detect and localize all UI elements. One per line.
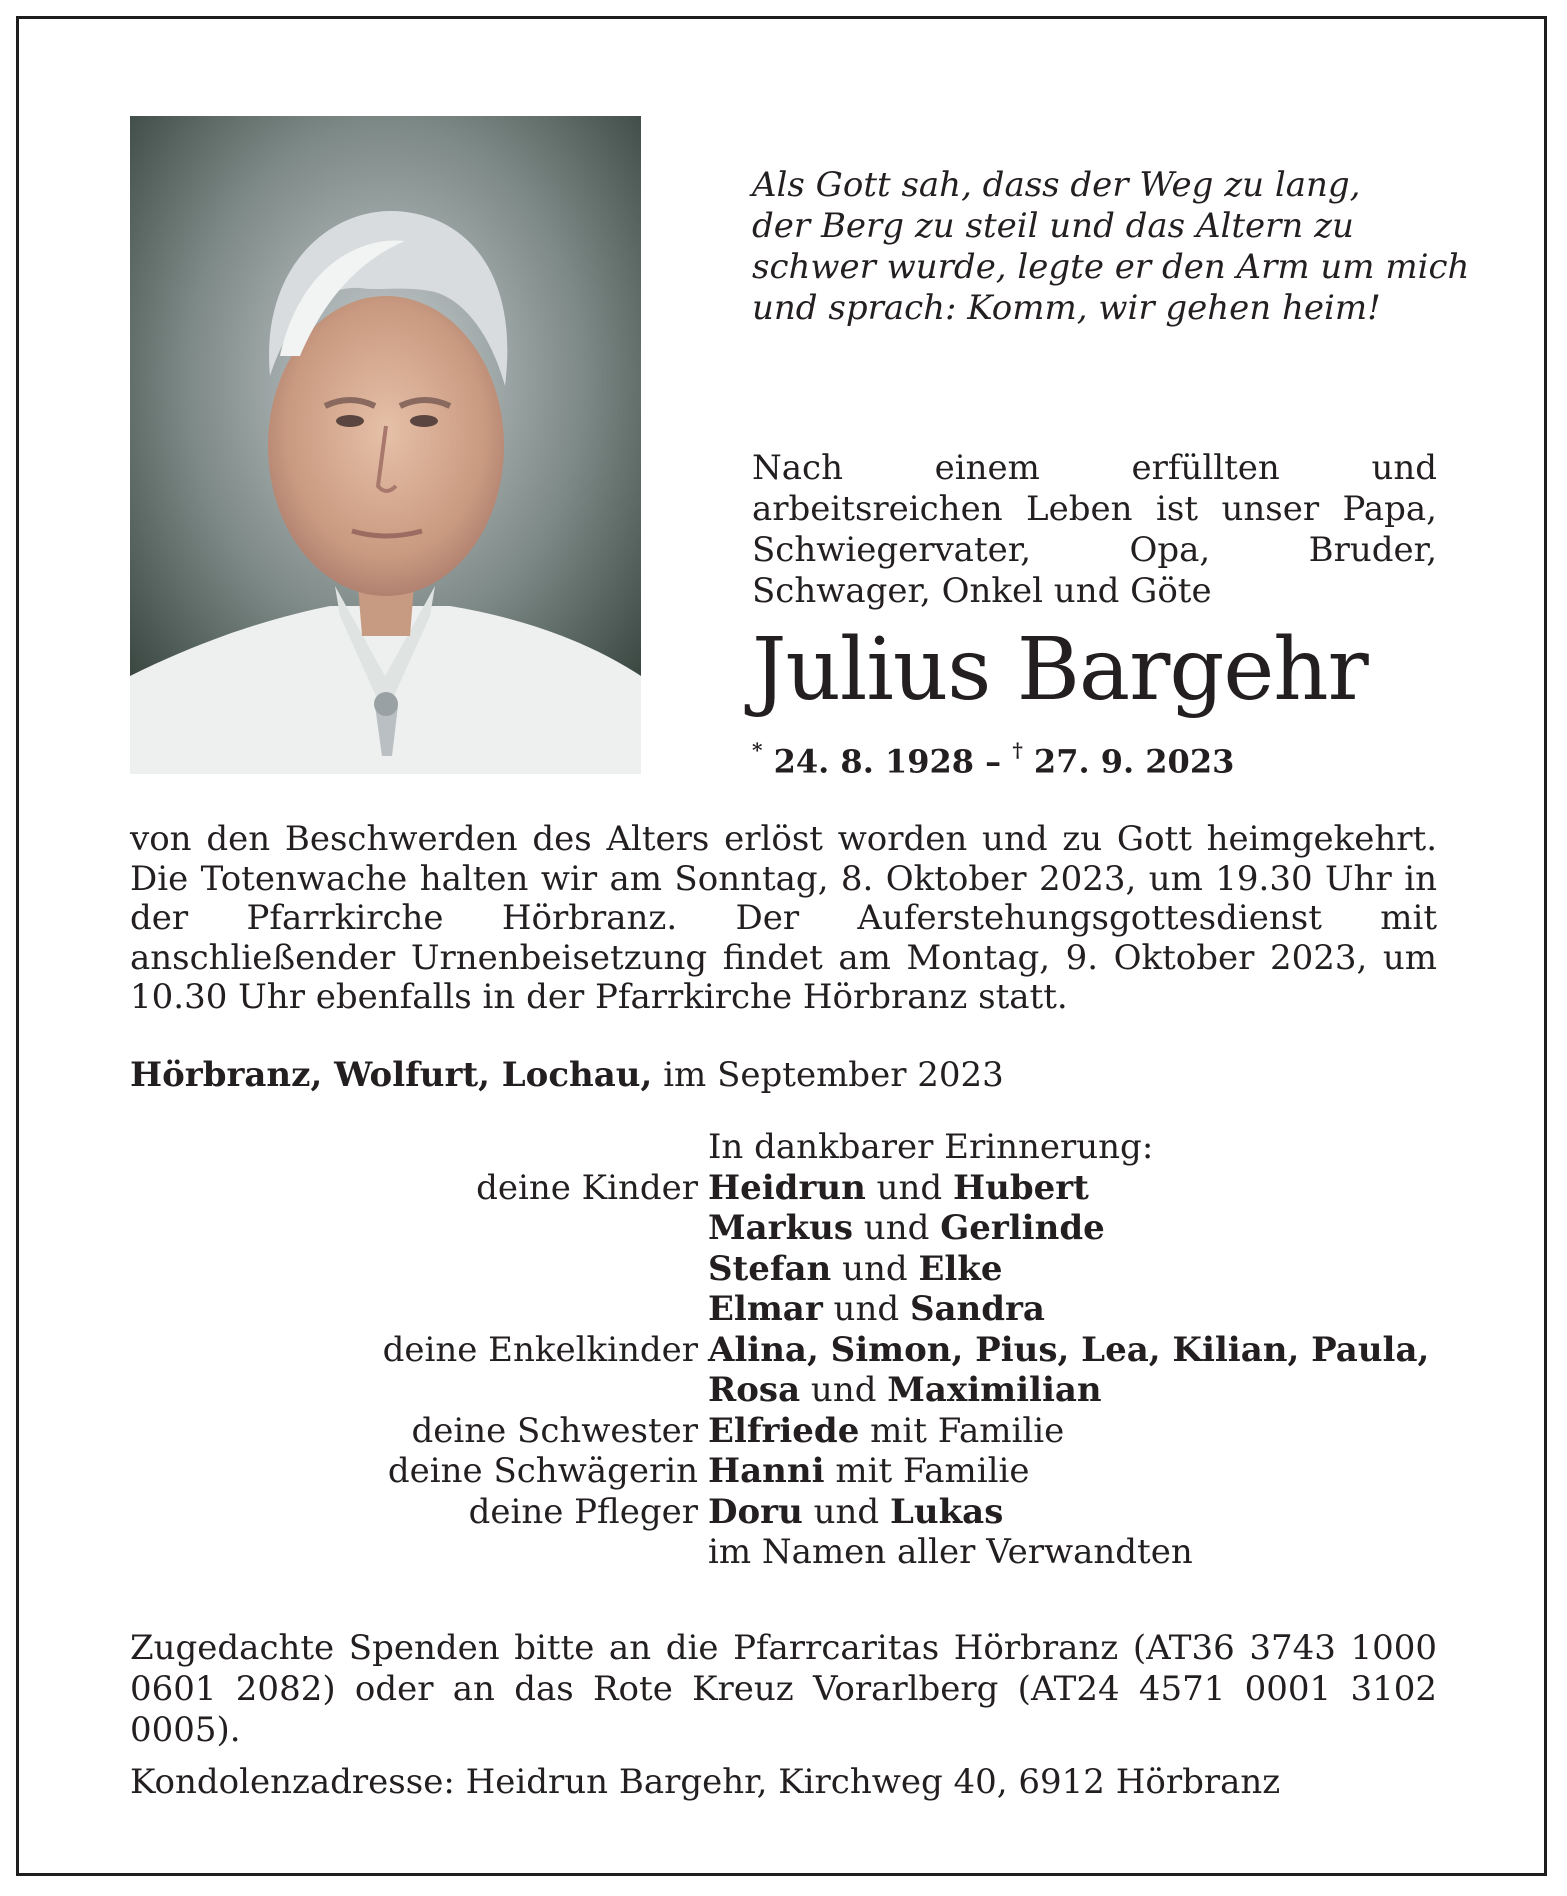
family-relation: deine Pfleger <box>468 1491 698 1532</box>
death-symbol: † <box>1012 738 1023 762</box>
family-row <box>130 1492 1440 1533</box>
family-connector: und <box>822 1289 910 1329</box>
family-connector: mit Familie <box>824 1451 1030 1491</box>
family-member-name: Sandra <box>909 1289 1045 1329</box>
family-heading-row <box>130 1127 1440 1168</box>
family-relation <box>130 1289 708 1330</box>
family-row <box>130 1411 1440 1452</box>
quote-line: der Berg zu steil und das Altern zu <box>752 206 1354 246</box>
family-member-name: Markus <box>708 1208 853 1248</box>
family-member-name: Lukas <box>889 1491 1004 1532</box>
birth-symbol: * <box>752 738 763 762</box>
donations-text: Zugedachte Spenden bitte an die Pfarrcaritas Hörbranz (AT36 3743 1000 0601 2082) oder an das Rote Kreuz Vorarlberg (AT24 4571 0001 3102 0005). <box>130 1628 1437 1750</box>
family-member-name: Elke <box>918 1248 1003 1289</box>
family-member-name: Hubert <box>953 1167 1089 1208</box>
family-relation <box>130 1249 708 1290</box>
family-member-name: Maximilian <box>887 1370 1102 1410</box>
family-member-name: Alina, Simon, Pius, Lea, Kilian, Paula, <box>708 1329 1430 1370</box>
family-names <box>708 1370 1440 1411</box>
family-names <box>708 1451 1440 1492</box>
family-relation: deine Enkelkinder <box>382 1329 698 1370</box>
family-member-name: Hanni <box>708 1451 825 1491</box>
family-names <box>708 1532 1440 1573</box>
family-row <box>130 1532 1440 1573</box>
family-row <box>130 1289 1440 1330</box>
month-year: im September 2023 <box>663 1055 1004 1095</box>
family-relation <box>130 1208 708 1249</box>
portrait-photo <box>130 116 641 774</box>
family-names <box>708 1168 1440 1209</box>
family-connector: mit Familie <box>859 1410 1065 1451</box>
family-member-name: Gerlinde <box>940 1208 1105 1248</box>
family-member-name: Stefan <box>708 1248 832 1289</box>
family-names <box>708 1330 1440 1371</box>
portrait-illustration <box>130 116 641 774</box>
announcement-body: von den Beschwerden des Alters erlöst worden und zu Gott heimgekehrt. Die Totenwache halten wir am Sonntag, 8. Oktober 2023, um 19.30 Uhr in der Pfarrkirche Hörbranz. Der Auferstehungsgottesdienst mit anschließender Urnenbeisetzung findet am Montag, 9. Oktober 2023, um 10.30 Uhr ebenfalls in der Pfarrkirche Hörbranz statt. <box>130 819 1437 1017</box>
family-list <box>130 1127 1440 1573</box>
intro-text: Nach einem erfüllten und arbeitsreichen Leben ist unser Papa, Schwiegervater, Opa, Bruder, Schwager, Onkel und Göte <box>752 448 1437 611</box>
family-heading: In dankbarer Erinnerung: <box>708 1127 1154 1167</box>
family-connector: und <box>800 1370 888 1410</box>
family-names <box>708 1249 1440 1290</box>
memorial-quote <box>752 165 1472 329</box>
family-member-name: Rosa <box>708 1370 801 1410</box>
family-member-name: Elmar <box>708 1289 823 1329</box>
quote-line: Als Gott sah, dass der Weg zu lang, <box>752 165 1361 205</box>
family-connector: und <box>802 1491 890 1532</box>
family-connector: und <box>865 1167 953 1208</box>
family-row <box>130 1168 1440 1209</box>
family-names <box>708 1208 1440 1249</box>
family-connector: und <box>831 1248 919 1289</box>
death-date: 27. 9. 2023 <box>1033 742 1235 781</box>
birth-date: 24. 8. 1928 <box>773 742 975 781</box>
family-member-name: Heidrun <box>708 1167 866 1208</box>
family-names <box>708 1289 1440 1330</box>
date-separator: – <box>985 742 1002 781</box>
family-relation: deine Schwester <box>411 1410 698 1451</box>
family-row <box>130 1330 1440 1371</box>
family-relation: deine Kinder <box>476 1167 698 1208</box>
place-and-date <box>130 1055 1004 1095</box>
towns: Hörbranz, Wolfurt, Lochau, <box>130 1055 653 1095</box>
quote-line: und sprach: Komm, wir gehen heim! <box>752 288 1381 328</box>
quote-line: schwer wurde, legte er den Arm um mich <box>752 247 1470 287</box>
family-row <box>130 1370 1440 1411</box>
family-rows <box>130 1168 1440 1573</box>
deceased-name: Julius Bargehr <box>752 620 1368 720</box>
family-row <box>130 1451 1440 1492</box>
family-relation <box>130 1370 708 1411</box>
life-dates <box>752 738 1235 781</box>
family-row <box>130 1249 1440 1290</box>
family-connector: im Namen aller Verwandten <box>708 1532 1193 1572</box>
family-row <box>130 1208 1440 1249</box>
family-relation <box>130 1532 708 1573</box>
family-names <box>708 1492 1440 1533</box>
condolence-address: Kondolenzadresse: Heidrun Bargehr, Kirchweg 40, 6912 Hörbranz <box>130 1762 1281 1802</box>
family-relation: deine Schwägerin <box>387 1451 698 1491</box>
family-names <box>708 1411 1440 1452</box>
family-member-name: Doru <box>708 1491 803 1532</box>
family-member-name: Elfriede <box>708 1410 860 1451</box>
family-connector: und <box>853 1208 941 1248</box>
